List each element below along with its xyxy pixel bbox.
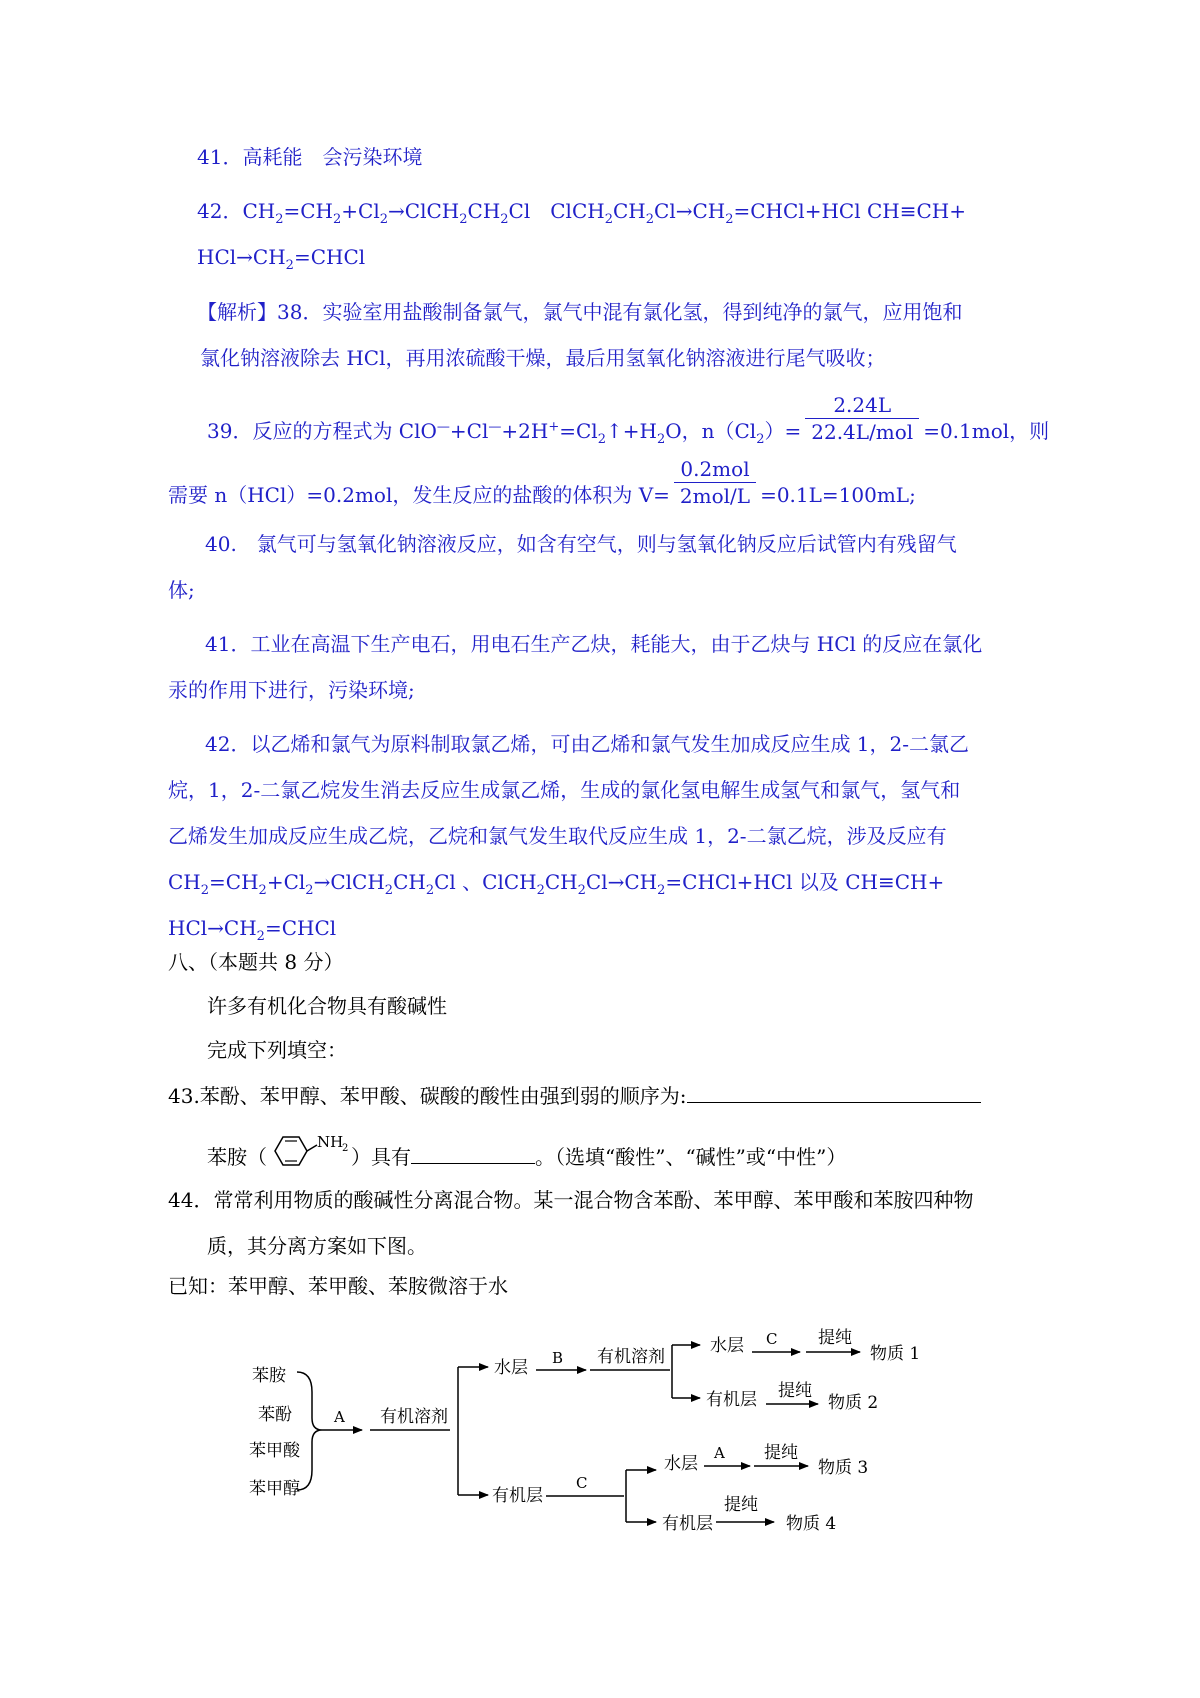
answer-41: 41．高耗能 会污染环境 — [197, 145, 423, 169]
water-layer-1: 水层 — [494, 1358, 528, 1378]
water-layer-3: 水层 — [664, 1454, 698, 1474]
analysis-42-line1: 42．以乙烯和氯气为原料制取氯乙烯，可由乙烯和氯气发生加成反应生成 1，2-二氯乙 — [205, 732, 970, 756]
fraction-denominator: 2mol/L — [679, 484, 751, 508]
purify-3: 提纯 — [764, 1443, 798, 1463]
organic-layer-3: 有机层 — [662, 1514, 713, 1534]
fraction-numerator: 2.24L — [805, 392, 919, 419]
reagent-a-label-2: A — [714, 1444, 725, 1462]
svg-text:2: 2 — [342, 1142, 349, 1154]
organic-layer-2: 有机层 — [492, 1486, 543, 1506]
section-intro-1: 许多有机化合物具有酸碱性 — [207, 994, 447, 1018]
question-44-line1: 44．常常利用物质的酸碱性分离混合物。某一混合物含苯酚、苯甲醇、苯甲酸和苯胺四种物 — [168, 1188, 974, 1212]
analysis-38-line1: 【解析】38．实验室用盐酸制备氯气，氯气中混有氯化氢，得到纯净的氯气，应用饱和 — [197, 300, 963, 324]
analysis-42-line5: $HCl\to CH_2=CHCl$ — [168, 916, 337, 944]
purify-1: 提纯 — [818, 1328, 852, 1348]
answer-42-line1: 42．$CH_2=CH_2+Cl_2\to ClCH_2CH_2Cl$ $ClCH_2CH_2Cl\to CH_2=CHCl+HCl$ CH≡CH+ — [197, 199, 966, 227]
reagent-c-label-2: C — [576, 1474, 588, 1492]
known-info: 已知：苯甲醇、苯甲酸、苯胺微溶于水 — [168, 1274, 508, 1298]
svg-text:NH: NH — [317, 1132, 344, 1151]
question-43: 43.苯酚、苯甲醇、苯甲酸、碳酸的酸性由强到弱的顺序为: — [168, 1082, 981, 1108]
analysis-tag: 【解析】 — [197, 300, 277, 324]
analysis-42-line4: $CH_2=CH_2+Cl_2\to ClCH_2CH_2Cl$ 、$ClCH_2CH_2Cl\to CH_2=CHCl+HCl$ 以及 CH≡CH+ — [168, 870, 945, 898]
aniline-structure-icon — [269, 1133, 349, 1173]
fraction-numerator: 0.2mol — [674, 456, 756, 483]
input-aniline: 苯胺 — [252, 1366, 286, 1386]
answer-42-line2: $HCl\to CH_2=CHCl$ — [197, 245, 366, 273]
product-4: 物质 4 — [786, 1514, 837, 1534]
section-heading: 八、（本题共 8 分） — [168, 950, 344, 974]
analysis-42-line3: 乙烯发生加成反应生成乙烷，乙烷和氯气发生取代反应生成 1，2-二氯乙烷，涉及反应有 — [168, 824, 947, 848]
product-3: 物质 3 — [818, 1458, 869, 1478]
water-layer-2: 水层 — [710, 1336, 744, 1356]
fraction-denominator: 22.4L/mol — [811, 420, 914, 444]
analysis-41-line2: 汞的作用下进行，污染环境; — [168, 678, 415, 702]
answer-blank-43a[interactable] — [687, 1082, 981, 1103]
organic-solvent-2: 有机溶剂 — [597, 1347, 665, 1367]
reagent-a-label-1: A — [334, 1408, 345, 1426]
organic-solvent-1: 有机溶剂 — [380, 1407, 448, 1427]
reagent-b-label: B — [552, 1349, 564, 1367]
analysis-40-line1: 40. 氯气可与氢氧化钠溶液反应，如含有空气，则与氢氧化钠反应后试管内有残留气 — [205, 532, 957, 556]
product-1: 物质 1 — [870, 1344, 921, 1364]
reagent-c-label-1: C — [766, 1330, 778, 1348]
analysis-39-line1: 39．反应的方程式为 $ClO^—+Cl^—+2H^+=Cl_2↑+H_2O$，$n(Cl_2)=$ $\frac{2.24L}{\text{22.4L/mol}}$ =0.1mol，则 — [207, 393, 1050, 447]
product-2: 物质 2 — [828, 1393, 879, 1413]
analysis-42-line2: 烷，1，2-二氯乙烷发生消去反应生成氯乙烯，生成的氯化氢电解生成氢气和氯气，氢气和 — [168, 778, 961, 802]
input-phenol: 苯酚 — [258, 1405, 292, 1425]
question-44-line2: 质，其分离方案如下图。 — [207, 1234, 427, 1258]
organic-layer-1: 有机层 — [706, 1390, 757, 1410]
analysis-38-line2: 氯化钠溶液除去 HCl，再用浓硫酸干燥，最后用氢氧化钠溶液进行尾气吸收； — [200, 346, 886, 370]
question-43-line2: 苯胺（ NH 2 ）具有 。（选填“酸性”、“碱性”或“中性”） — [207, 1143, 846, 1173]
purify-4: 提纯 — [724, 1495, 758, 1515]
analysis-41-line1: 41．工业在高温下生产电石，用电石生产乙炔，耗能大，由于乙炔与 HCl 的反应在氯化 — [205, 632, 983, 656]
section-intro-2: 完成下列填空： — [207, 1038, 347, 1062]
answer-blank-43b[interactable] — [411, 1143, 535, 1164]
input-benzoic-acid: 苯甲酸 — [249, 1441, 300, 1461]
purify-2: 提纯 — [778, 1381, 812, 1401]
input-brace — [297, 1372, 322, 1490]
input-benzyl-alcohol: 苯甲醇 — [249, 1479, 300, 1499]
analysis-40-line2: 体; — [168, 578, 195, 602]
analysis-39-line2: 需要 n（HCl）=0.2mol，发生反应的盐酸的体积为 V= $\frac{\text{0.2mol}}{\text{2mol/L}}$ =0.1L=100mL; — [168, 457, 916, 508]
